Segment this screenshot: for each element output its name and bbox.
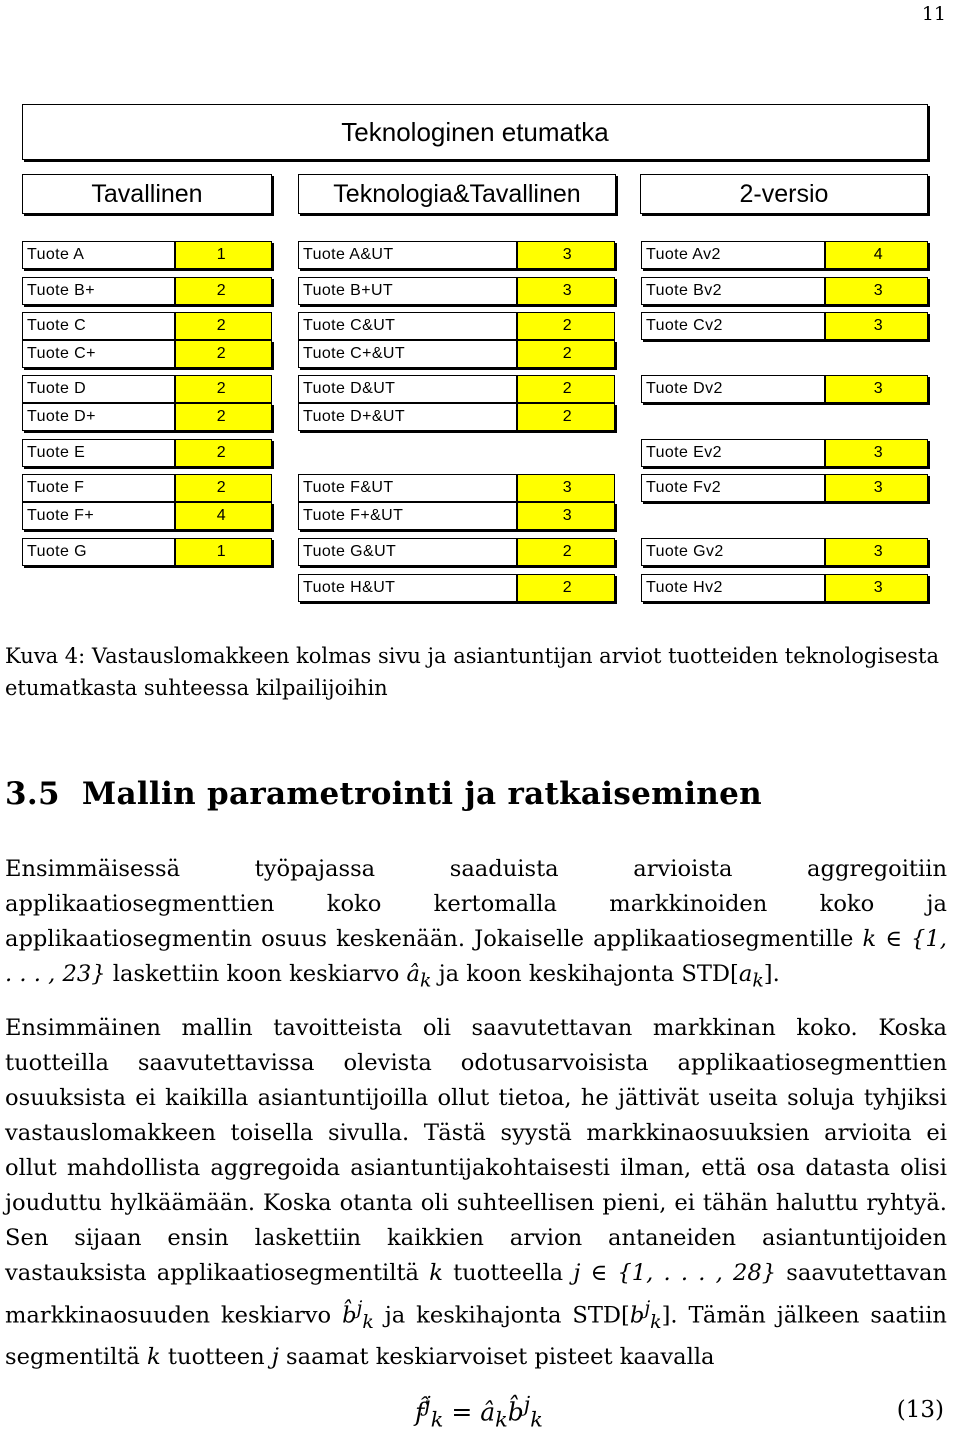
product-name-cell: Tuote Fv2	[641, 474, 825, 502]
eq-equals: =	[451, 1397, 473, 1427]
product-name-cell: Tuote D+	[22, 403, 175, 431]
product-name-cell: Tuote C	[22, 312, 175, 340]
product-name-cell: Tuote A	[22, 241, 175, 269]
eq-b-hat: b̂	[507, 1397, 524, 1427]
p2-text-a: Ensimmäinen mallin tavoitteista oli saavutettavan markkinan koko. Koska tuotteilla saavutettavissa olevista odotusarvoisista applikaatiosegmenttien osuuksista ei kaikilla asiantuntijoilla ollut tietoa, he jättivät useita soluja tyhjiksi vastauslomakkeen toisella sivulla. Tästä syystä markkinaosuuksien arvioita ei ollut mahdollista aggregoida asiantuntijakohtaisesti ilman, että osa datasta olisi jouduttu hylkäämään. Koska otanta oli suhteellisen pieni, ei tähän haluttu ryhtyä. Sen sijaan ensin laskettiin kaikkien arvion antaneiden asiantuntijoiden vastauksista applikaatiosegmentiltä	[5, 1015, 947, 1286]
product-name-cell: Tuote B+	[22, 277, 175, 305]
product-score-cell: 4	[825, 241, 928, 269]
product-score-cell: 3	[825, 277, 928, 305]
paragraph-2	[5, 1011, 947, 1375]
product-score-cell: 3	[517, 277, 615, 305]
product-name-cell: Tuote Av2	[641, 241, 825, 269]
product-name-cell: Tuote F&UT	[298, 474, 517, 502]
product-score-cell: 4	[175, 502, 272, 530]
product-name-cell: Tuote H&UT	[298, 574, 517, 602]
product-name-cell: Tuote Cv2	[641, 312, 825, 340]
p1-a-hat: â	[406, 961, 420, 987]
p2-sup-j: j	[356, 1298, 363, 1319]
page-number: 11	[921, 3, 946, 25]
p1-set: k ∈ {1, . . . , 23}	[5, 926, 947, 987]
p1-text-b: laskettiin koon keskiarvo	[105, 961, 407, 987]
product-name-cell: Tuote Gv2	[641, 538, 825, 566]
p2-sub-k: k	[362, 1312, 374, 1334]
product-name-cell: Tuote Dv2	[641, 375, 825, 403]
eq-sub-k2: k	[495, 1407, 508, 1432]
section-number: 3.5	[5, 776, 60, 812]
p2-text-d: ja keskihajonta STD[	[373, 1302, 630, 1329]
p1-text-c: ja koon keskihajonta STD[	[431, 961, 739, 987]
p1-text-d: ].	[763, 961, 780, 987]
column-header-tavallinen: Tavallinen	[22, 174, 272, 214]
eq-sup-j2: j	[523, 1392, 531, 1416]
product-score-cell: 2	[517, 340, 615, 368]
product-name-cell: Tuote F+	[22, 502, 175, 530]
product-name-cell: Tuote E	[22, 439, 175, 467]
product-name-cell: Tuote F+&UT	[298, 502, 517, 530]
eq-a-hat: â	[480, 1397, 496, 1427]
p2-sup-j2: j	[644, 1298, 651, 1319]
product-score-cell: 3	[517, 241, 615, 269]
p2-text-e: ]. Tämän jälkeen saatiin segmentiltä	[5, 1302, 947, 1371]
product-name-cell: Tuote Ev2	[641, 439, 825, 467]
product-name-cell: Tuote C+	[22, 340, 175, 368]
product-score-cell: 2	[175, 439, 272, 467]
p2-j: j	[271, 1344, 279, 1371]
p1-sub-k2: k	[752, 970, 764, 992]
p2-k3: k	[147, 1344, 161, 1371]
eq-sub-k3: k	[530, 1407, 543, 1432]
product-name-cell: Tuote Hv2	[641, 574, 825, 602]
eq-sub-k: k	[430, 1407, 444, 1432]
product-score-cell: 2	[175, 474, 272, 502]
product-score-cell: 2	[175, 375, 272, 403]
p2-b: b	[629, 1302, 645, 1329]
product-score-cell: 2	[517, 538, 615, 566]
product-name-cell: Tuote A&UT	[298, 241, 517, 269]
product-name-cell: Tuote F	[22, 474, 175, 502]
product-score-cell: 2	[175, 403, 272, 431]
eq-f-hat: f̂	[415, 1397, 425, 1427]
product-score-cell: 3	[825, 574, 928, 602]
p2-text-c: saavutettavan markkinaosuuden keskiarvo	[5, 1260, 948, 1329]
section-heading	[5, 776, 762, 812]
product-score-cell: 2	[175, 312, 272, 340]
product-name-cell: Tuote B+UT	[298, 277, 517, 305]
p1-sub-k: k	[419, 970, 432, 992]
product-name-cell: Tuote Bv2	[641, 277, 825, 305]
product-score-cell: 1	[175, 538, 272, 566]
product-score-cell: 2	[517, 375, 615, 403]
product-name-cell: Tuote C+&UT	[298, 340, 517, 368]
section-title: Mallin parametrointi ja ratkaiseminen	[81, 776, 762, 812]
column-header-teknologia-tavallinen: Teknologia&Tavallinen	[298, 174, 616, 214]
product-score-cell: 2	[175, 340, 272, 368]
eq-sup-j: j	[424, 1392, 431, 1416]
product-score-cell: 3	[825, 439, 928, 467]
p2-text-b: tuotteella	[442, 1260, 574, 1286]
p2-b-hat: b̂	[342, 1302, 357, 1329]
product-name-cell: Tuote C&UT	[298, 312, 517, 340]
product-score-cell: 3	[517, 474, 615, 502]
product-score-cell: 3	[825, 474, 928, 502]
figure-title: Teknologinen etumatka	[22, 104, 928, 160]
p2-sub-k2: k	[650, 1312, 662, 1334]
p2-k: k	[429, 1260, 443, 1286]
p1-text-a: Ensimmäisessä työpajassa saaduista arvioista aggregoitiin applikaatiosegmenttien koko kertomalla markkinoiden koko ja applikaatiosegmentin osuus keskenään. Jokaiselle applikaatiosegmentille	[5, 856, 947, 952]
product-score-cell: 3	[517, 502, 615, 530]
product-score-cell: 2	[517, 403, 615, 431]
figure-caption: Kuva 4: Vastauslomakkeen kolmas sivu ja asiantuntijan arviot tuotteiden teknologisesta etumatkasta suhteessa kilpailijoihin	[5, 644, 939, 700]
product-name-cell: Tuote G	[22, 538, 175, 566]
product-score-cell: 3	[825, 375, 928, 403]
product-score-cell: 2	[517, 312, 615, 340]
product-name-cell: Tuote G&UT	[298, 538, 517, 566]
p2-text-f: tuotteen	[160, 1344, 272, 1371]
product-name-cell: Tuote D+&UT	[298, 403, 517, 431]
product-score-cell: 1	[175, 241, 272, 269]
product-score-cell: 2	[175, 277, 272, 305]
equation-number: (13)	[896, 1397, 944, 1423]
p2-set: j ∈ {1, . . . , 28}	[573, 1260, 777, 1286]
p2-text-g: saamat keskiarvoiset pisteet kaavalla	[278, 1344, 715, 1371]
product-score-cell: 3	[825, 538, 928, 566]
product-score-cell: 3	[825, 312, 928, 340]
product-name-cell: Tuote D	[22, 375, 175, 403]
equation	[415, 1392, 543, 1431]
product-name-cell: Tuote D&UT	[298, 375, 517, 403]
product-score-cell: 2	[517, 574, 615, 602]
column-header-2-versio: 2-versio	[640, 174, 928, 214]
paragraph-1	[5, 852, 947, 999]
p1-a: a	[738, 961, 753, 987]
